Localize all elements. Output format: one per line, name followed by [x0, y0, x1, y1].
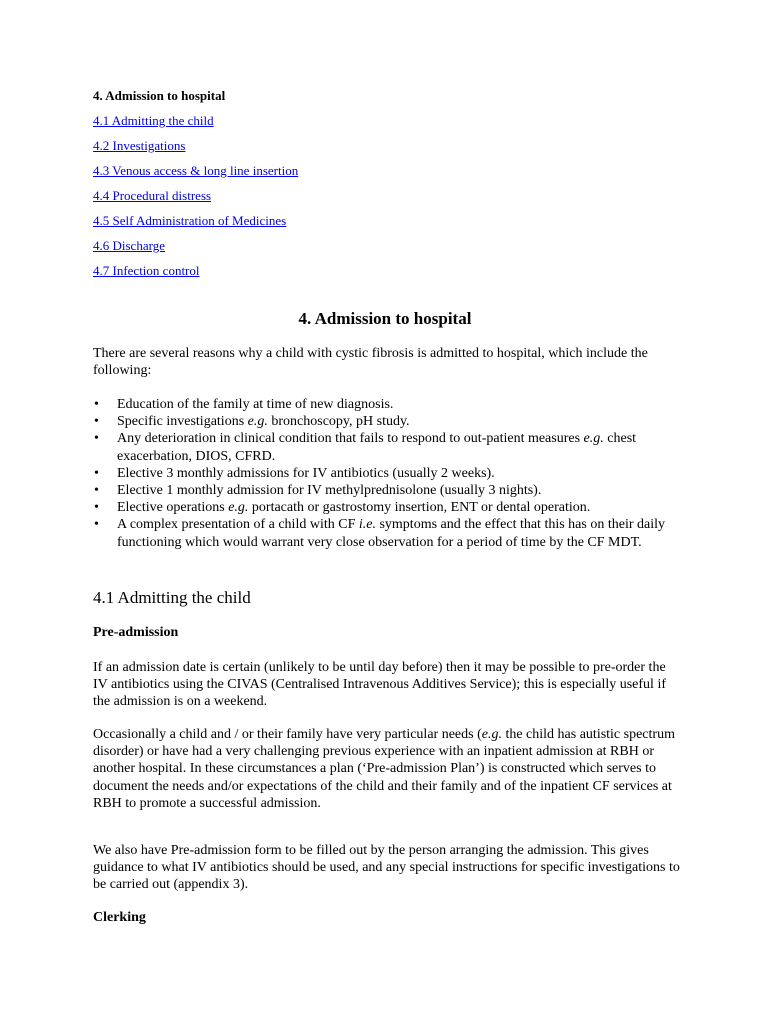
section-heading: 4. Admission to hospital [298, 309, 472, 328]
pre-admission-paragraph-3: We also have Pre-admission form to be filled out by the person arranging the admission. This gives guidance to what IV antibiotics should be used, and any special instructions for specific investigations to be carried out (appendix 3). [93, 843, 680, 893]
reasons-list-block [93, 396, 683, 551]
pre-admission-paragraph-2: Occasionally a child and / or their family have very particular needs (e.g. the child has autistic spectrum disorder) or have had a very challenging previous experience with an inpatient admission at RBH or another hospital. In these circumstances a plan (‘Pre-admission Plan’) is constructed which serves to document the needs and/or expectations of the child and their family and of the inpatient CF services at RBH to promote a successful admission. [93, 727, 675, 811]
list-item: • Education of the family at time of new diagnosis. [94, 397, 394, 412]
bullet-icon: • [94, 483, 99, 499]
pre-admission-paragraph-1: If an admission date is certain (unlikely to be until day before) then it may be possible to pre-order the IV antibiotics using the CIVAS (Centralised Intravenous Additives Service); this is especially useful if the admission is on a weekend. [93, 660, 667, 710]
table-of-contents [93, 88, 693, 288]
toc-link-procedural-distress[interactable]: 4.4 Procedural distress [93, 188, 212, 203]
list-item: • Elective 3 monthly admissions for IV antibiotics (usually 2 weeks). [94, 465, 495, 481]
section-intro: There are several reasons why a child with cystic fibrosis is admitted to hospital, which include the following: [93, 346, 648, 379]
list-item: • Specific investigations e.g. bronchoscopy, pH study. [94, 414, 410, 430]
bullet-icon: • [94, 414, 99, 430]
section-intro-block [93, 345, 683, 379]
reasons-list [93, 396, 683, 551]
toc-link-discharge[interactable]: 4.6 Discharge [93, 238, 165, 253]
toc-link-investigations[interactable]: 4.2 Investigations [93, 138, 186, 153]
list-item: • Elective operations e.g. portacath or gastrostomy insertion, ENT or dental operation. [94, 500, 591, 516]
bullet-icon: • [94, 517, 99, 533]
bullet-icon: • [94, 397, 99, 412]
clerking-heading: Clerking [93, 910, 146, 925]
toc-link-venous-access[interactable]: 4.3 Venous access & long line insertion [93, 163, 299, 178]
bullet-icon: • [94, 465, 99, 481]
toc-title: 4. Admission to hospital [93, 88, 226, 103]
pre-admission-paragraph-3-block [93, 842, 683, 894]
toc-link-self-administration[interactable]: 4.5 Self Administration of Medicines [93, 213, 287, 228]
bullet-icon: • [94, 431, 99, 447]
pre-admission-heading: Pre-admission [93, 625, 179, 640]
list-item: • Elective 1 monthly admission for IV methylprednisolone (usually 3 nights). [94, 483, 542, 499]
bullet-icon: • [94, 500, 99, 516]
toc-link-admitting-the-child[interactable]: 4.1 Admitting the child [93, 113, 214, 128]
pre-admission-paragraph-1-block [93, 659, 683, 711]
pre-admission-paragraph-2-block [93, 726, 683, 812]
subsection-heading: 4.1 Admitting the child [93, 588, 251, 607]
list-item: • Any deterioration in clinical condition that fails to respond to out-patient measures e.g. chest exacerbation, DIOS, CFRD. [94, 431, 637, 464]
toc-link-infection-control[interactable]: 4.7 Infection control [93, 263, 200, 278]
list-item: • A complex presentation of a child with CF i.e. symptoms and the effect that this has on their daily functioning which would warrant very close observation for a period of time by the CF MDT. [94, 517, 665, 550]
